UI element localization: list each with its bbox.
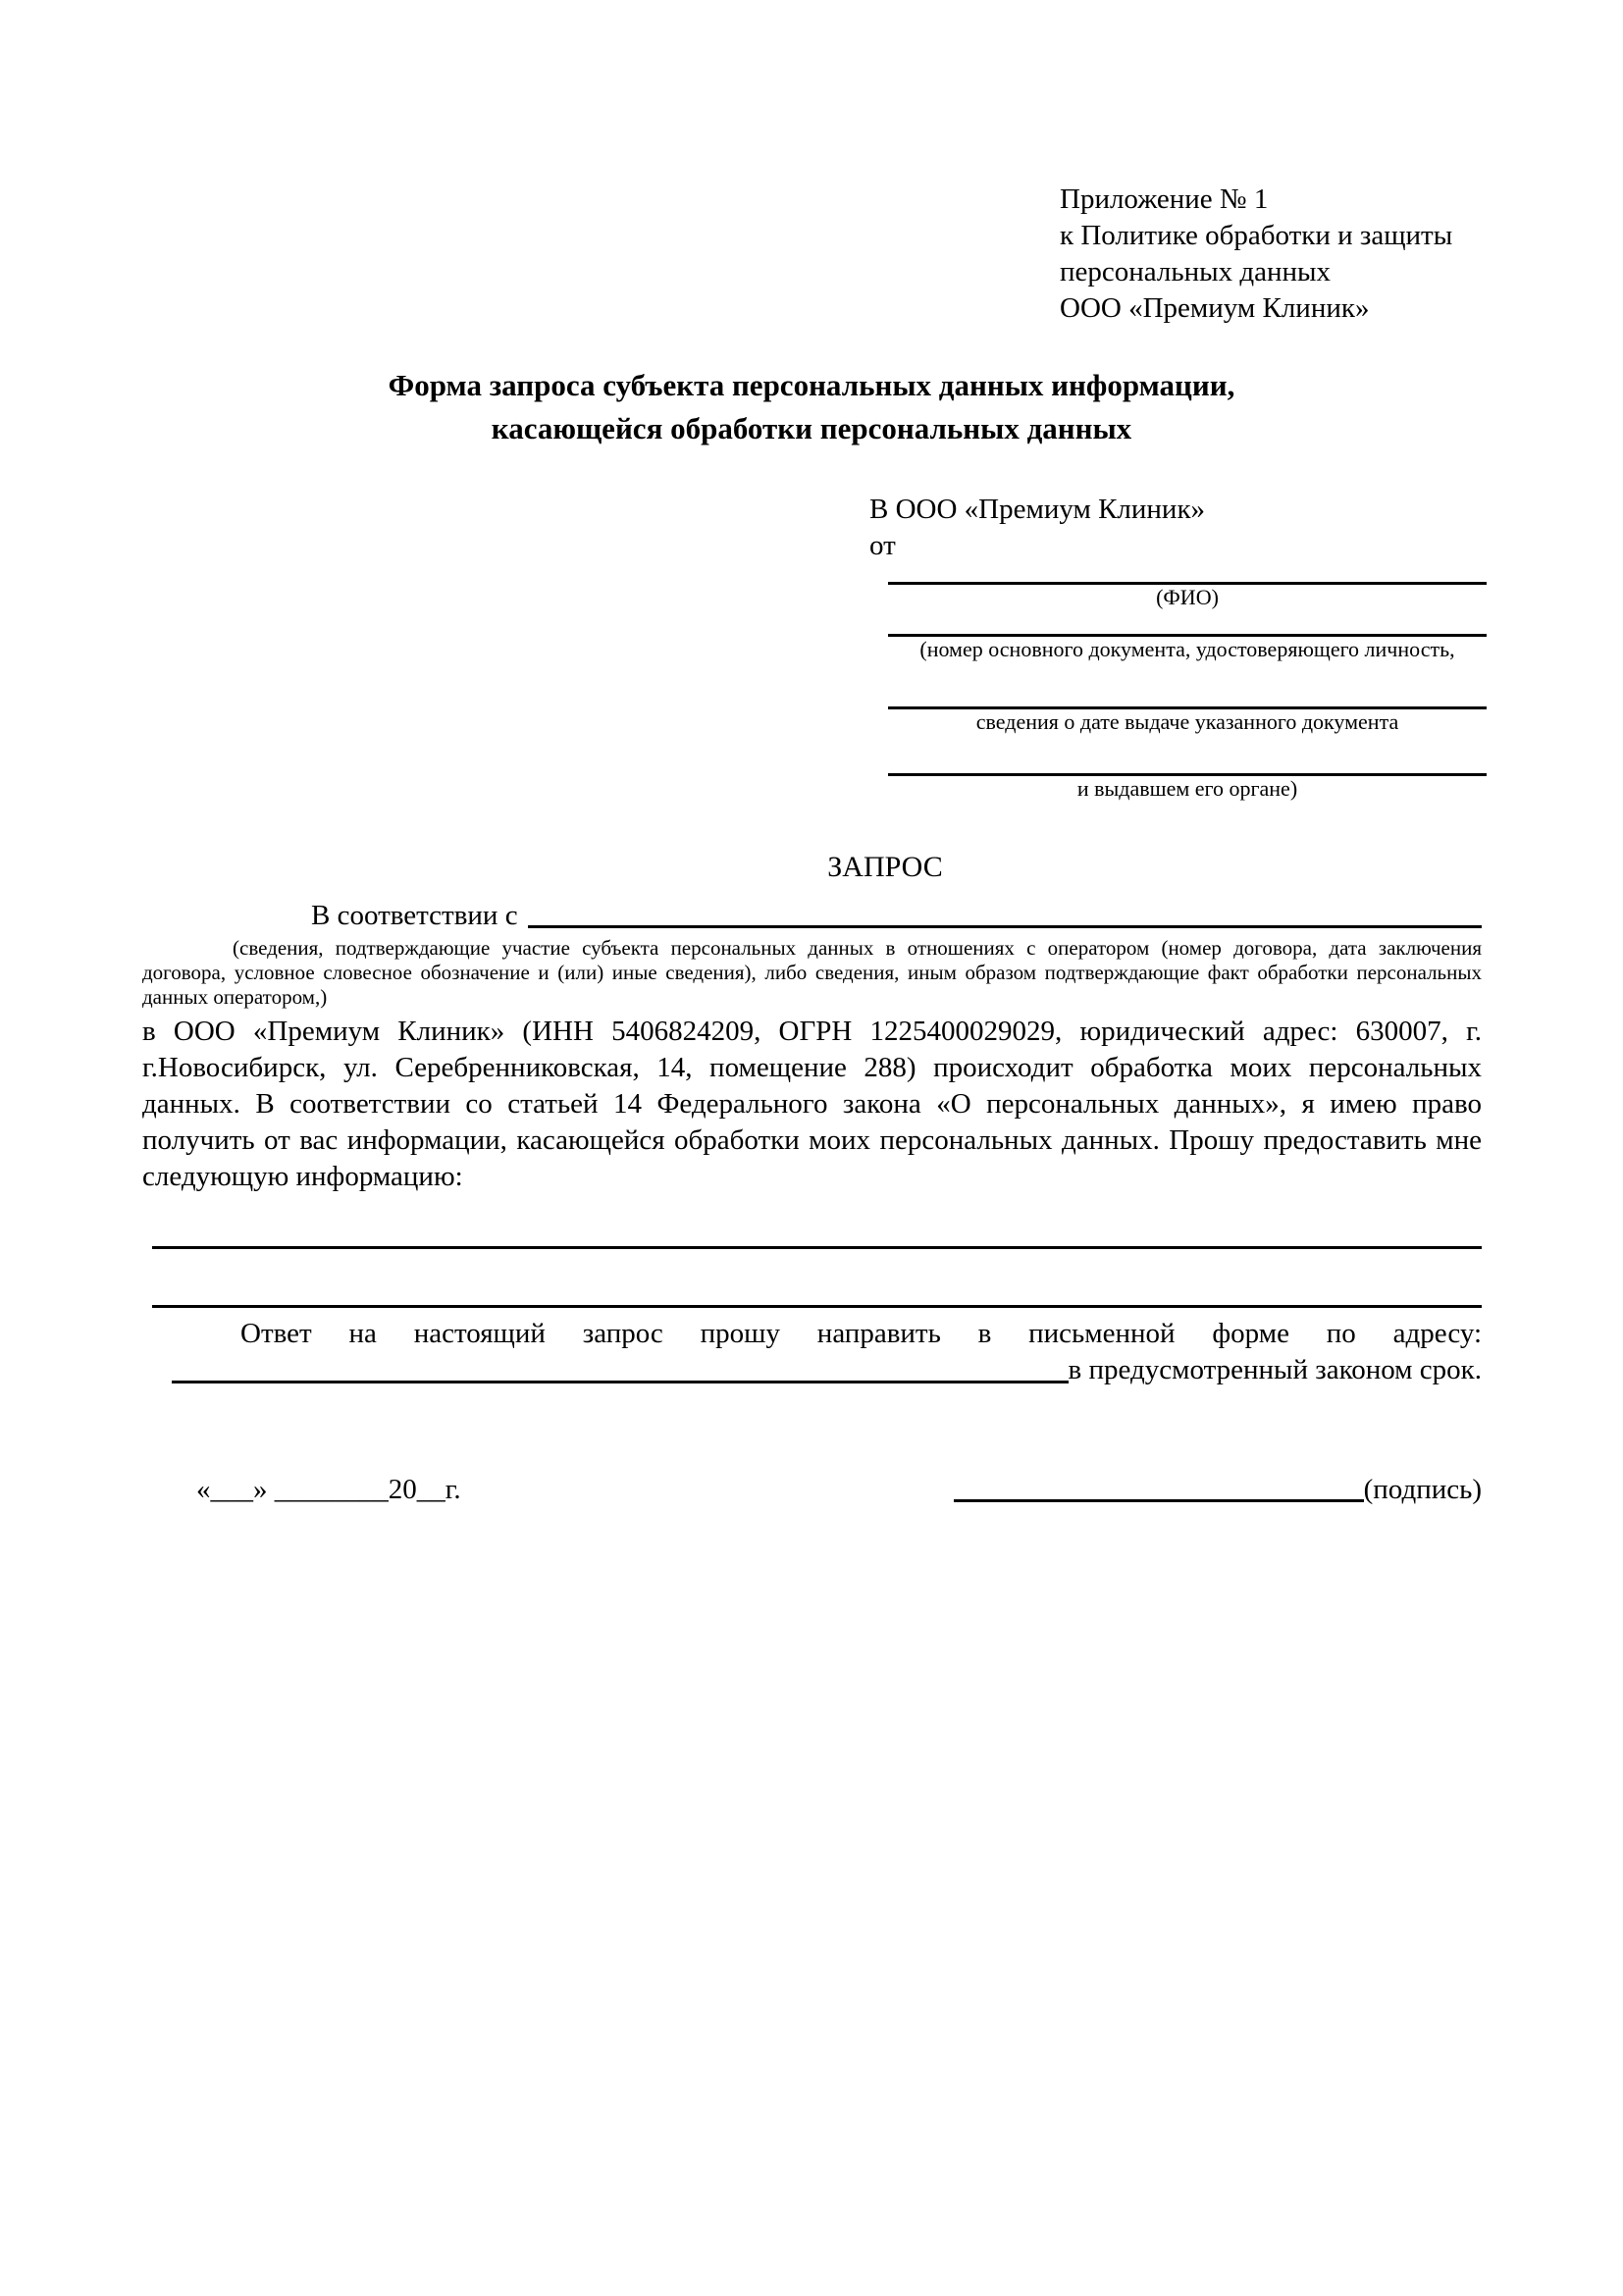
reply-address-blank-line xyxy=(172,1381,1069,1383)
appendix-line-3: персональных данных xyxy=(1060,256,1332,287)
signature-group xyxy=(954,1472,1482,1508)
appendix-line-4: ООО «Премиум Клиник» xyxy=(1060,292,1370,324)
issuing-authority-caption: и выдавшем его органе) xyxy=(1076,776,1298,801)
request-body: в ООО «Премиум Клиник» (ИНН 5406824209, ОГРН 1225400029029, юридический адрес: 630007, г. г.Новосибирск, ул. Серебренниковская, 14, помещение 288) происходит обработка моих персональных данных. В соответствии со статьей 14 Федерального закона «О персональных данных», я имею право получить от вас информации, касающейся обработки моих персональных данных. Прошу предоставить мне следующую информацию: xyxy=(142,1016,1482,1192)
appendix-line-2: к Политике обработки и защиты xyxy=(1060,220,1453,251)
signature-blank-line xyxy=(954,1499,1364,1502)
footer-row xyxy=(196,1472,1482,1508)
basis-row xyxy=(311,897,1482,934)
document-title xyxy=(0,364,1623,450)
document-number-caption: (номер основного документа, удостоверяющего личность, xyxy=(919,637,1455,661)
issue-date-field xyxy=(888,706,1487,735)
basis-fine-print: (сведения, подтверждающие участие субъекта персональных данных в отношениях с оператором (номер договора, дата заключения договора, условное словесное обозначение и (или) иные сведения), либо сведения, иным образом подтверждающие факт обработки персональных данных оператором,) xyxy=(142,936,1482,1009)
appendix-line-1: Приложение № 1 xyxy=(1060,183,1269,215)
document-title-line-2: касающейся обработки персональных данных xyxy=(491,411,1132,445)
information-blank-line-2 xyxy=(152,1305,1482,1308)
addressee-from-label: от xyxy=(869,530,896,561)
request-heading: ЗАПРОС xyxy=(827,851,943,883)
information-blank-line-1 xyxy=(152,1246,1482,1249)
fio-caption: (ФИО) xyxy=(1156,585,1219,609)
basis-blank-line xyxy=(528,925,1482,928)
issuing-authority-field xyxy=(888,773,1487,802)
reply-address-intro: Ответ на настоящий запрос прошу направить в письменной форме по адресу: xyxy=(240,1318,1482,1349)
date-line: «___» ________20__г. xyxy=(196,1474,461,1505)
document-number-field xyxy=(888,634,1487,662)
signature-caption: (подпись) xyxy=(1363,1474,1482,1505)
issue-date-caption: сведения о дате выдаче указанного документа xyxy=(975,709,1399,734)
fio-field xyxy=(888,582,1487,610)
addressee-block xyxy=(869,492,1623,802)
document-title-line-1: Форма запроса субъекта персональных данных информации, xyxy=(388,368,1235,402)
reply-address-suffix: в предусмотренный законом срок. xyxy=(1068,1354,1482,1385)
appendix-header xyxy=(1060,182,1623,327)
basis-label: В соответствии с xyxy=(311,900,518,931)
addressee-to: В ООО «Премиум Клиник» xyxy=(869,494,1206,525)
reply-address-row xyxy=(172,1352,1482,1388)
